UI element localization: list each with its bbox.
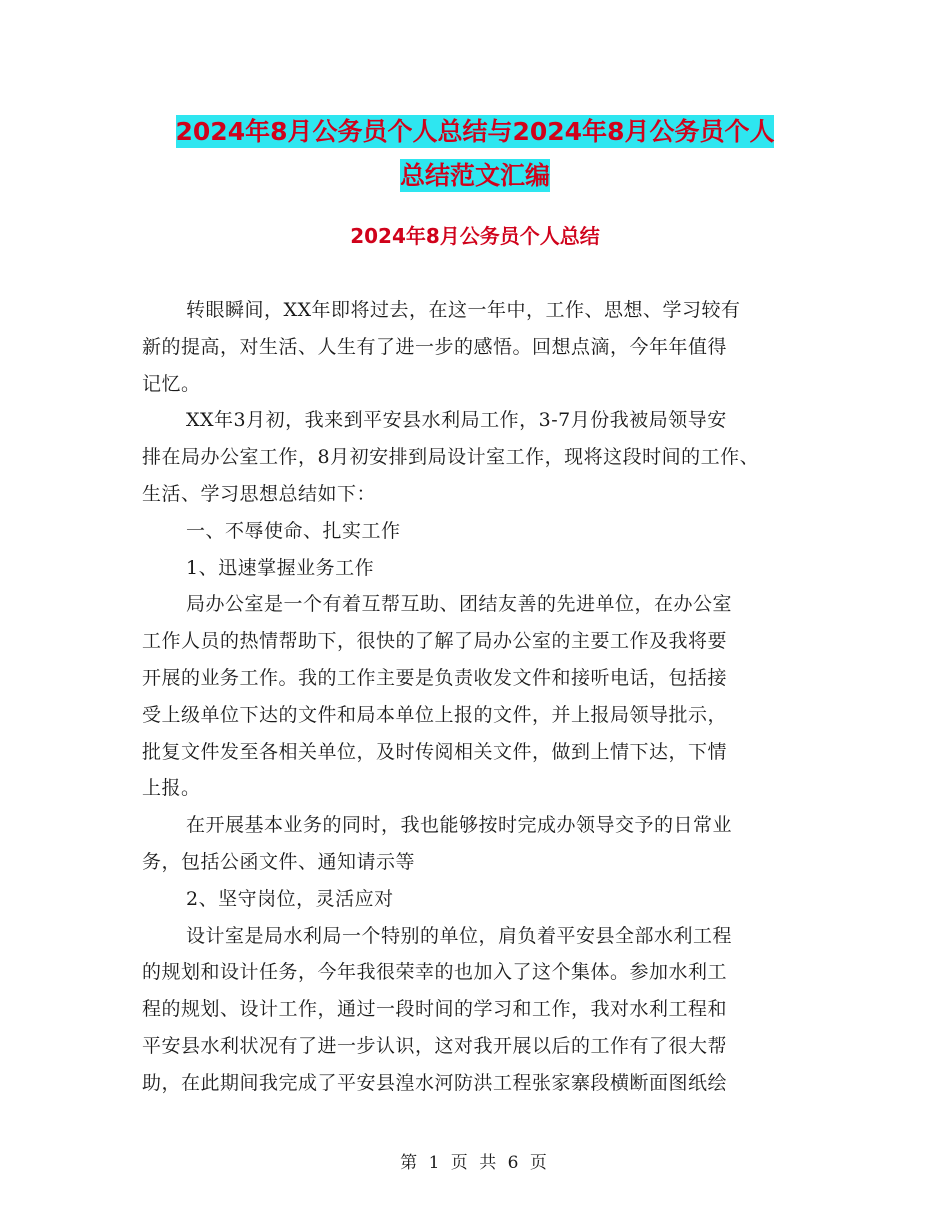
text-line: XX年3月初，我来到平安县水利局工作，3-7月份我被局领导安 [186, 409, 727, 432]
section-title: 2024年8月公务员个人总结 [350, 224, 600, 248]
text-line: 设计室是局水利局一个特别的单位，肩负着平安县全部水利工程 [186, 924, 733, 947]
heading-line: 一、不辱使命、扎实工作 [186, 519, 401, 542]
text-line: 排在局办公室工作，8月初安排到局设计室工作，现将这段时间的工作、 [142, 446, 760, 469]
subheading-line: 1、迅速掌握业务工作 [186, 556, 375, 579]
text-line: 程的规划、设计工作，通过一段时间的学习和工作，我对水利工程和 [142, 998, 728, 1021]
main-title-line-1: 2024年8月公务员个人总结与2024年8月公务员个人 [175, 117, 775, 146]
text-line: 在开展基本业务的同时，我也能够按时完成办领导交予的日常业 [186, 814, 733, 837]
subheading-line: 2、坚守岗位，灵活应对 [186, 887, 394, 910]
main-title-line-2: 总结范文汇编 [399, 161, 550, 190]
text-line: 新的提高，对生活、人生有了进一步的感悟。回想点滴，今年年值得 [142, 335, 728, 358]
text-line: 受上级单位下达的文件和局本单位上报的文件，并上报局领导批示， [142, 703, 728, 726]
text-line: 开展的业务工作。我的工作主要是负责收发文件和接听电话，包括接 [142, 666, 728, 689]
text-line: 的规划和设计任务，今年我很荣幸的也加入了这个集体。参加水利工 [142, 961, 728, 984]
text-line: 上报。 [142, 777, 201, 800]
text-line: 批复文件发至各相关单位，及时传阅相关文件，做到上情下达，下情 [142, 740, 728, 763]
text-line: 转眼瞬间，XX年即将过去，在这一年中，工作、思想、学习较有 [186, 299, 741, 321]
text-line: 助，在此期间我完成了平安县湟水河防洪工程张家寨段横断面图纸绘 [142, 1071, 728, 1094]
text-line: 记忆。 [142, 372, 201, 395]
text-line: 平安县水利状况有了进一步认识，这对我开展以后的工作有了很大帮 [142, 1034, 728, 1057]
body-text [142, 292, 822, 1102]
page-footer: 第 1 页 共 6 页 [400, 1153, 550, 1173]
text-line: 务，包括公函文件、通知请示等 [142, 850, 416, 873]
text-line: 局办公室是一个有着互帮互助、团结友善的先进单位，在办公室 [186, 593, 733, 616]
text-line: 生活、学习思想总结如下： [142, 482, 377, 505]
text-line: 工作人员的热情帮助下，很快的了解了局办公室的主要工作及我将要 [142, 630, 728, 653]
